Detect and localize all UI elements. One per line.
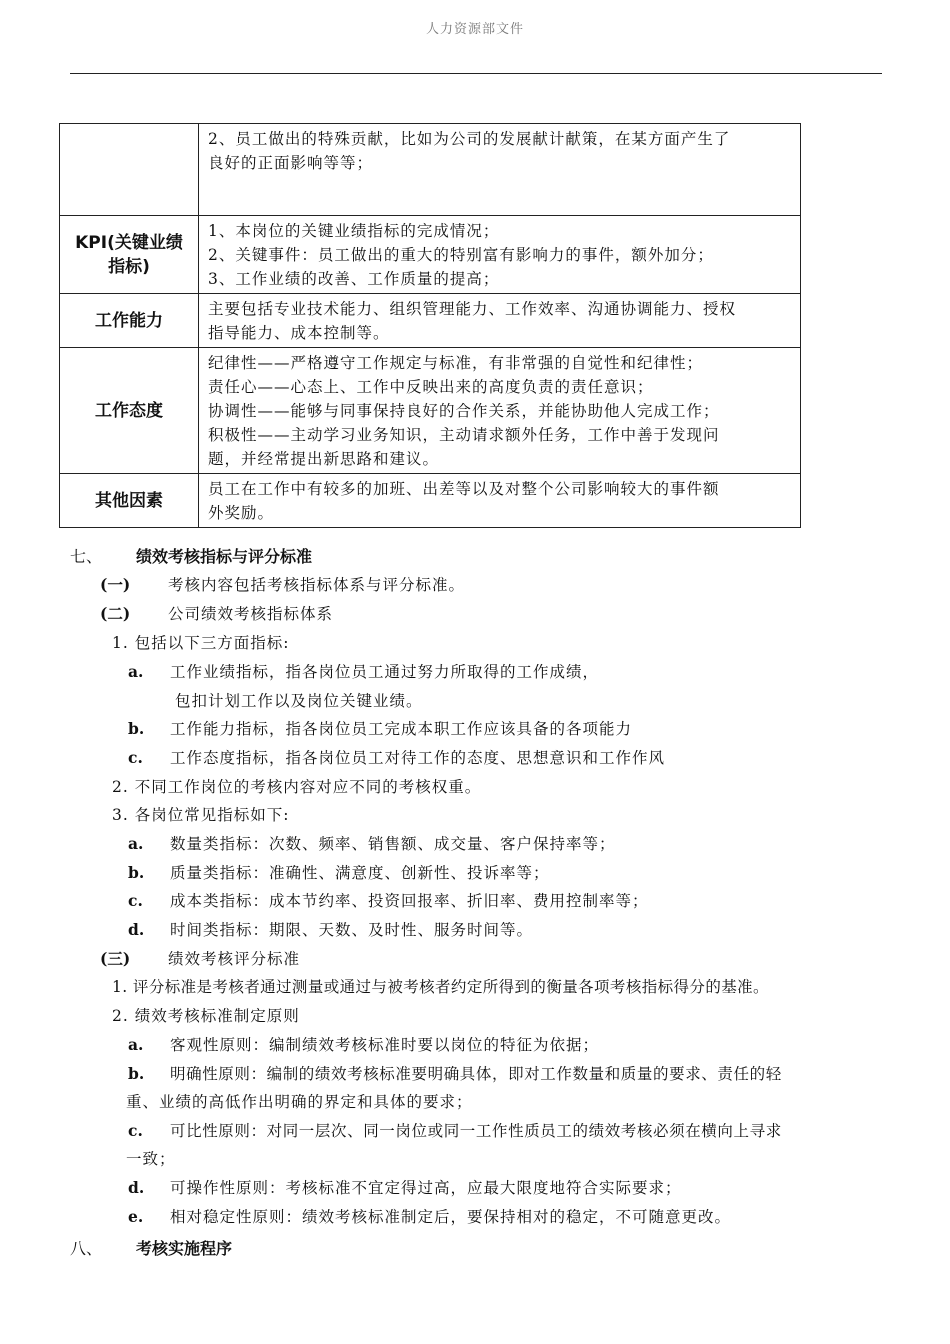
list-item: 2. 绩效考核标准制定原则 <box>112 1007 300 1025</box>
label-line: KPI(关键业绩 <box>75 232 183 253</box>
list-item: 1. 包括以下三方面指标: <box>112 634 290 652</box>
content-line: 积极性——主动学习业务知识，主动请求额外任务，工作中善于发现问 <box>208 426 720 444</box>
section-number: 七、 <box>70 547 103 566</box>
row-content <box>199 124 801 216</box>
table-row <box>60 216 801 294</box>
list-marker: a. <box>128 834 144 853</box>
list-marker: (三) <box>100 949 131 968</box>
content-line: 协调性——能够与同事保持良好的合作关系，并能协助他人完成工作； <box>208 402 720 420</box>
section-heading-8 <box>70 1236 232 1262</box>
row-content <box>199 294 801 348</box>
list-marker: a. <box>128 662 144 681</box>
row-content <box>199 474 801 528</box>
section-heading-7 <box>70 544 312 570</box>
list-marker: c. <box>128 748 143 767</box>
list-item-text: 可比性原则：对同一层次、同一岗位或同一工作性质员工的绩效考核必须在横向上寻求 <box>170 1122 782 1140</box>
content-line: 2、员工做出的特殊贡献，比如为公司的发展献计献策，在某方面产生了 <box>208 130 731 148</box>
content-line: 外奖励。 <box>208 504 275 522</box>
content-line: 责任心——心态上、工作中反映出来的高度负责的责任意识； <box>208 378 654 396</box>
row-label: 其他因素 <box>60 474 199 528</box>
list-marker: a. <box>128 1035 144 1054</box>
content-line: 主要包括专业技术能力、组织管理能力、工作效率、沟通协调能力、授权 <box>208 300 737 318</box>
list-marker: d. <box>128 920 145 939</box>
section-title: 考核实施程序 <box>136 1239 233 1258</box>
list-item-text: 可操作性原则：考核标准不宜定得过高，应最大限度地符合实际要求； <box>170 1179 682 1197</box>
content-line: 指导能力、成本控制等。 <box>208 324 390 342</box>
header-divider <box>70 73 882 74</box>
list-item-text: 相对稳定性原则：绩效考核标准制定后，要保持相对的稳定，不可随意更改。 <box>170 1208 732 1226</box>
list-marker: e. <box>128 1207 144 1226</box>
list-item-text: 工作态度指标，指各岗位员工对待工作的态度、思想意识和工作作风 <box>170 749 666 767</box>
row-label: 工作态度 <box>60 348 199 474</box>
list-marker: (一) <box>100 575 131 594</box>
list-item-text: 包扣计划工作以及岗位关键业绩。 <box>175 692 423 710</box>
list-item: 2. 不同工作岗位的考核内容对应不同的考核权重。 <box>112 778 482 796</box>
row-label <box>60 124 199 216</box>
content-line: 员工在工作中有较多的加班、出差等以及对整个公司影响较大的事件额 <box>208 480 720 498</box>
list-item-text: 数量类指标：次数、频率、销售额、成交量、客户保持率等； <box>170 835 616 853</box>
content-line: 2、关键事件：员工做出的重大的特别富有影响力的事件，额外加分； <box>208 246 714 264</box>
criteria-table <box>59 123 801 528</box>
list-marker: c. <box>128 1121 143 1140</box>
paragraph-text: 绩效考核评分标准 <box>168 950 301 968</box>
list-item: 1. 评分标准是考核者通过测量或通过与被考核者约定所得到的衡量各项考核指标得分的基准。 <box>112 978 769 996</box>
list-marker: b. <box>128 863 145 882</box>
label-line: 指标) <box>108 256 150 277</box>
table-row <box>60 294 801 348</box>
list-item-text: 客观性原则：编制绩效考核标准时要以岗位的特征为依据； <box>170 1036 600 1054</box>
list-item-text: 工作业绩指标，指各岗位员工通过努力所取得的工作成绩， <box>170 663 600 681</box>
row-label: 工作能力 <box>60 294 199 348</box>
list-item-text: 工作能力指标，指各岗位员工完成本职工作应该具备的各项能力 <box>170 720 633 738</box>
list-item-text: 一致； <box>126 1150 176 1168</box>
list-marker: c. <box>128 891 143 910</box>
list-item-text: 成本类指标：成本节约率、投资回报率、折旧率、费用控制率等； <box>170 892 649 910</box>
row-label <box>60 216 199 294</box>
list-marker: b. <box>128 1064 145 1083</box>
document-header: 人力资源部文件 <box>425 22 524 37</box>
paragraph-text: 公司绩效考核指标体系 <box>168 605 334 623</box>
section-number: 八、 <box>70 1239 103 1258</box>
content-line: 纪律性——严格遵守工作规定与标准，有非常强的自觉性和纪律性； <box>208 354 704 372</box>
list-item-text: 时间类指标：期限、天数、及时性、服务时间等。 <box>170 921 534 939</box>
content-line: 1、本岗位的关键业绩指标的完成情况； <box>208 222 500 240</box>
list-marker: d. <box>128 1178 145 1197</box>
table-row <box>60 124 801 216</box>
list-item-text: 重、业绩的高低作出明确的界定和具体的要求； <box>126 1093 473 1111</box>
table-row <box>60 474 801 528</box>
row-content <box>199 216 801 294</box>
content-line: 3、工作业绩的改善、工作质量的提高； <box>208 270 500 288</box>
list-item-text: 质量类指标：准确性、满意度、创新性、投诉率等； <box>170 864 550 882</box>
table-row <box>60 348 801 474</box>
list-item: 3. 各岗位常见指标如下: <box>112 806 290 824</box>
content-line: 良好的正面影响等等； <box>208 154 374 172</box>
section-title: 绩效考核指标与评分标准 <box>136 547 313 566</box>
list-item-text: 明确性原则：编制的绩效考核标准要明确具体，即对工作数量和质量的要求、责任的轻 <box>170 1065 782 1083</box>
row-content <box>199 348 801 474</box>
list-marker: b. <box>128 719 145 738</box>
paragraph-text: 考核内容包括考核指标体系与评分标准。 <box>168 576 466 594</box>
list-marker: (二) <box>100 604 131 623</box>
content-line: 题，并经常提出新思路和建议。 <box>208 450 440 468</box>
